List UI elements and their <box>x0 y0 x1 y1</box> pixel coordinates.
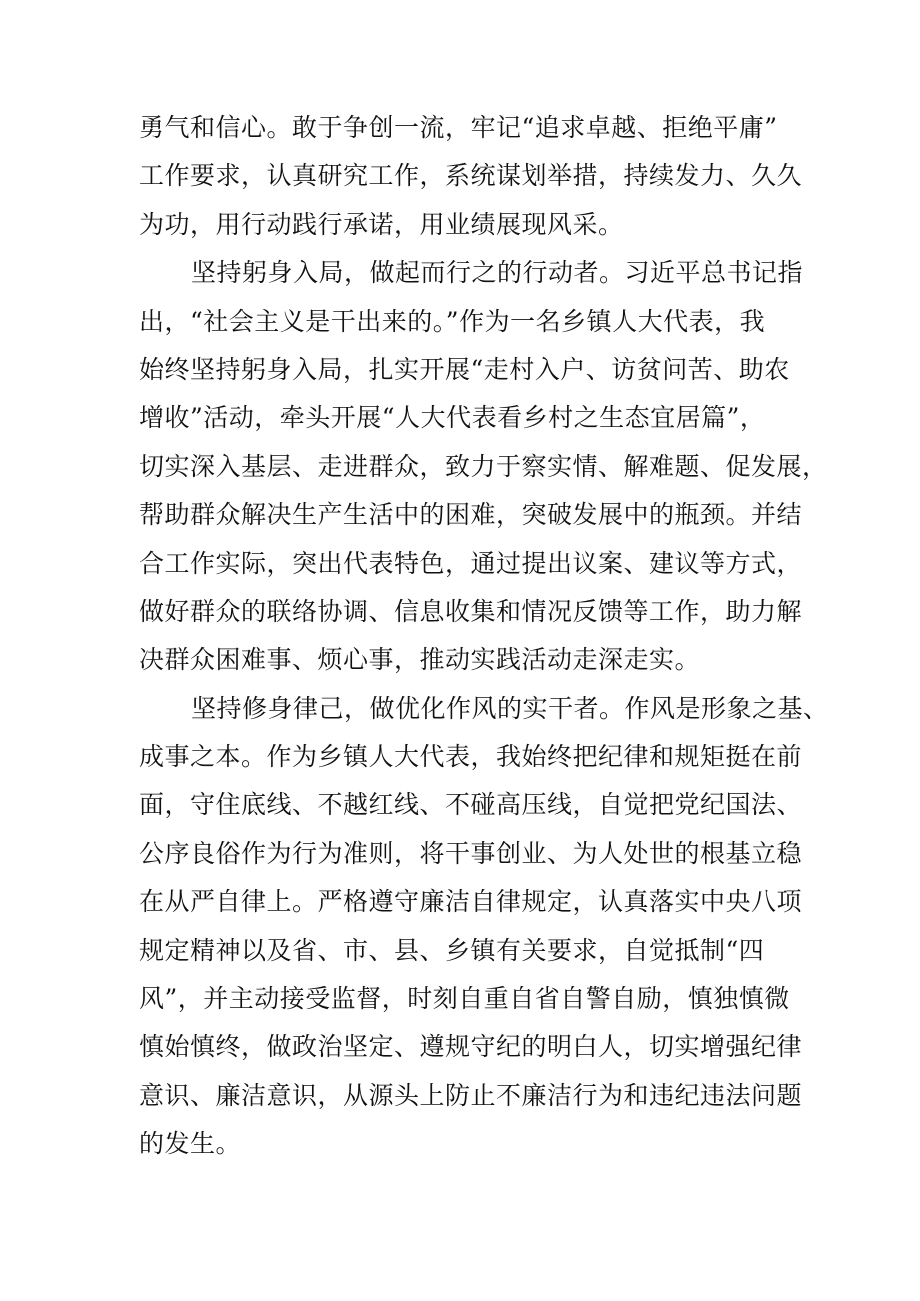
text-line: 勇气和信心。敢于争创一流，牢记“追求卓越、拒绝平庸” <box>139 113 778 142</box>
text-line: 成事之本。作为乡镇人大代表，我始终把纪律和规矩挺在前 <box>139 742 803 772</box>
text-line: 合工作实际，突出代表特色，通过提出议案、建议等方式， <box>139 548 803 578</box>
text-line: 意识、廉洁意识，从源头上防止不廉洁行为和违纪违法问题 <box>139 1080 803 1110</box>
text-line: 做好群众的联络协调、信息收集和情况反馈等工作，助力解 <box>139 596 803 626</box>
document-body <box>139 104 829 1169</box>
text-line: 在从严自律上。严格遵守廉洁自律规定，认真落实中央八项 <box>139 887 803 917</box>
text-line: 风”，并主动接受监督，时刻自重自省自警自励，慎独慎微 <box>139 984 790 1014</box>
text-line: 面，守住底线、不越红线、不碰高压线，自觉把党纪国法、 <box>139 790 803 820</box>
text-line: 慎始慎终，做政治坚定、遵规守纪的明白人，切实增强纪律 <box>139 1032 803 1062</box>
paragraph-first-line: 坚持修身律己，做优化作风的实干者。作风是形象之基、 <box>191 693 829 723</box>
text-line: 增收”活动，牵头开展“人大代表看乡村之生态宜居篇”， <box>139 403 766 433</box>
paragraph-first-line: 坚持躬身入局，做起而行之的行动者。习近平总书记指 <box>191 258 804 288</box>
text-line: 规定精神以及省、市、县、乡镇有关要求，自觉抵制“四 <box>139 935 765 965</box>
text-line: 切实深入基层、走进群众，致力于察实情、解难题、促发展， <box>139 451 828 481</box>
text-line: 帮助群众解决生产生活中的困难，突破发展中的瓶颈。并结 <box>139 500 803 530</box>
text-line: 出，“社会主义是干出来的。”作为一名乡镇人大代表，我 <box>139 306 766 336</box>
text-line: 工作要求，认真研究工作，系统谋划举措，持续发力、久久 <box>139 161 803 191</box>
text-line: 的发生。 <box>139 1129 242 1159</box>
text-line: 始终坚持躬身入局，扎实开展“走村入户、访贫问苦、助农 <box>139 354 790 384</box>
text-line: 公序良俗作为行为准则，将干事创业、为人处世的根基立稳 <box>139 838 803 868</box>
text-line: 为功，用行动践行承诺，用业绩展现风采。 <box>139 209 624 239</box>
text-line: 决群众困难事、烦心事，推动实践活动走深走实。 <box>139 645 701 675</box>
